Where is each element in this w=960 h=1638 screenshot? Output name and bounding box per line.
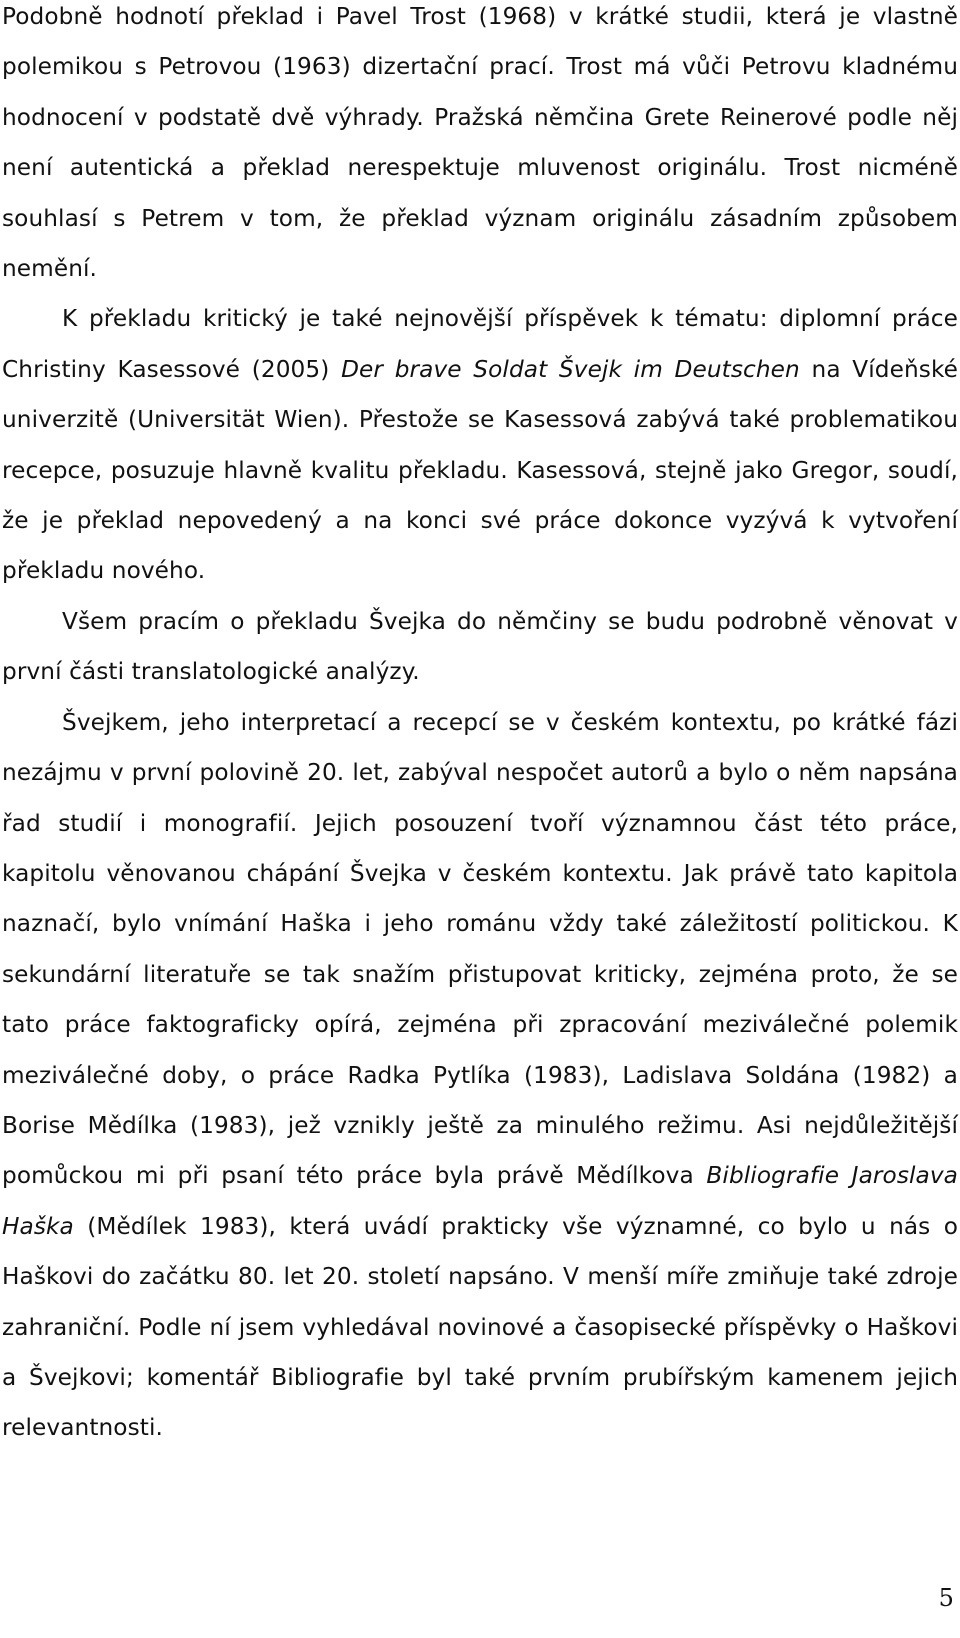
paragraph-1-text: Podobně hodnotí překlad i Pavel Trost (1968) v krátké studii, která je vlastně polemikou s Petrovou (1963) dizertační prací. Trost má vůči Petrovu kladnému hodnocení v podstatě dvě výhrady. Pražská němčina Grete Reinerové podle něj není autentická a překlad nerespektuje mluvenost originálu. Trost nicméně souhlasí s Petrem v tom, že překlad význam originálu zásadním způsobem nemění. xyxy=(2,3,958,283)
paragraph-2-text-b: na Vídeňské univerzitě (Universität Wien). Přestože se Kasessová zabývá také problematikou recepce, posuzuje hlavně kvalitu překladu. Kasessová, stejně jako Gregor, soudí, že je překlad nepovedený a na konci své práce dokonce vyzývá k vytvoření překladu nového. xyxy=(2,355,959,585)
work-title-der-brave-soldat: Der brave Soldat Švejk im Deutschen xyxy=(341,355,800,383)
page-number: 5 xyxy=(938,1584,954,1612)
paragraph-4 xyxy=(2,698,958,1454)
paragraph-4-text-b: (Mědílek 1983), která uvádí prakticky vše významné, co bylo u nás o Haškovi do začátku 80. let 20. století napsáno. V menší míře zmiňuje také zdroje zahraniční. Podle ní jsem vyhledával novinové a časopisecké příspěvky o Haškovi a Švejkovi; komentář Bibliografie byl také prvním prubířským kamenem jejich relevantnosti. xyxy=(2,1212,958,1442)
paragraph-2 xyxy=(2,294,958,596)
work-title-bibliografie: Bibliografie Jaroslava Haška xyxy=(2,1162,958,1240)
paragraph-3 xyxy=(2,597,958,698)
paragraph-3-text: Všem pracím o překladu Švejka do němčiny se budu podrobně věnovat v první části translatologické analýzy. xyxy=(2,607,958,686)
paragraph-4-text-a: Švejkem, jeho interpretací a recepcí se v českém kontextu, po krátké fázi nezájmu v první polovině 20. let, zabýval nespočet autorů a bylo o něm napsána řad studií i monografií. Jejich posouzení tvoří významnou část této práce, kapitolu věnovanou chápání Švejka v českém kontextu. Jak právě tato kapitola naznačí, bylo vnímání Haška i jeho románu vždy také záležitostí politickou. K sekundární literatuře se tak snažím přistupovat kriticky, zejména proto, že se tato práce faktograficky opírá, zejména při zpracování meziválečné polemik meziválečné doby, o práce Radka Pytlíka (1983), Ladislava Soldána (1982) a Borise Mědílka (1983), jež vznikly ještě za minulého režimu. Asi nejdůležitější pomůckou mi při psaní této práce byla právě Mědílkova xyxy=(2,708,958,1190)
paragraph-1 xyxy=(2,0,958,294)
paragraph-2-text-a: K překladu kritický je také nejnovější příspěvek k tématu: diplomní práce Christiny Kasessové (2005) xyxy=(2,305,958,383)
